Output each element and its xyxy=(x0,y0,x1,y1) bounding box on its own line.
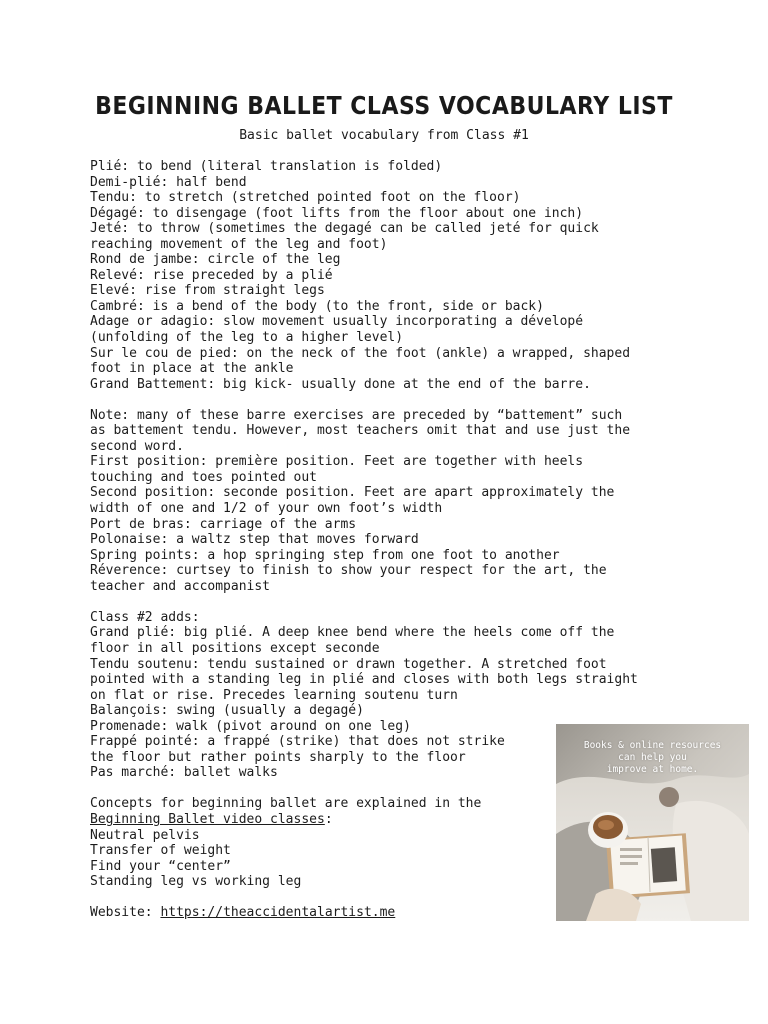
vocab-line: Balançois: swing (usually a degagé) xyxy=(90,703,364,719)
vocab-line: Adage or adagio: slow movement usually incorporating a dévelopé xyxy=(90,314,584,330)
website-link[interactable]: https://theaccidentalartist.me xyxy=(160,905,396,921)
vocab-line: reaching movement of the leg and foot) xyxy=(90,236,388,252)
section-heading: Class #2 adds: xyxy=(90,609,200,625)
coffee-cup-shape xyxy=(588,812,628,848)
vocab-line: Cambré: is a bend of the body (to the front, side or back) xyxy=(90,298,544,314)
vocab-line: Pas marché: ballet walks xyxy=(90,765,278,781)
concept-item: Transfer of weight xyxy=(90,843,231,859)
vocab-line: Rond de jambe: circle of the leg xyxy=(90,252,341,268)
vocab-line: Promenade: walk (pivot around on one leg) xyxy=(90,718,411,734)
vocab-line: second word. xyxy=(90,438,184,454)
concepts-intro: Concepts for beginning ballet are explained in the xyxy=(90,796,482,812)
vocab-line: Relevé: rise preceded by a plié xyxy=(90,267,333,283)
concept-item: Standing leg vs working leg xyxy=(90,874,302,890)
vocab-line: Dégagé: to disengage (foot lifts from the floor about one inch) xyxy=(90,205,584,221)
link-suffix: : xyxy=(324,811,333,827)
vocab-line: teacher and accompanist xyxy=(90,578,271,594)
vocab-line: as battement tendu. However, most teachers omit that and use just the xyxy=(90,423,631,439)
concept-item: Find your “center” xyxy=(90,858,231,874)
vocab-line: Spring points: a hop springing step from one foot to another xyxy=(90,547,560,563)
photo-caption-line: improve at home. xyxy=(606,764,699,775)
vocab-line: Tendu: to stretch (stretched pointed foot on the floor) xyxy=(90,190,521,206)
page-subtitle: Basic ballet vocabulary from Class #1 xyxy=(239,128,529,143)
photo-caption-line: can help you xyxy=(618,752,687,763)
vocab-line: Plié: to bend (literal translation is folded) xyxy=(90,159,443,174)
vocab-line: the floor but rather points sharply to the floor xyxy=(90,749,466,765)
vocab-line: Elevé: rise from straight legs xyxy=(90,283,325,299)
paragraph-gap xyxy=(90,594,690,610)
vocab-line: touching and toes pointed out xyxy=(90,469,317,485)
vocab-line: on flat or rise. Precedes learning soutenu turn xyxy=(90,687,458,703)
vocab-line: Frappé pointé: a frappé (strike) that does not strike xyxy=(90,734,505,750)
photo-caption xyxy=(556,740,749,776)
website-label: Website: xyxy=(90,905,161,921)
paragraph-gap xyxy=(90,392,690,408)
section-positions xyxy=(90,408,690,595)
vocab-line: width of one and 1/2 of your own foot’s width xyxy=(90,501,443,517)
photo-caption-line: Books & online resources xyxy=(583,740,722,751)
vocab-line: Sur le cou de pied: on the neck of the foot (ankle) a wrapped, shaped xyxy=(90,345,631,361)
section-class-1 xyxy=(90,159,690,392)
vocab-line: Note: many of these barre exercises are preceded by “battement” such xyxy=(90,407,623,423)
vocab-line: Réverence: curtsey to finish to show your respect for the art, the xyxy=(90,563,607,579)
vocab-line: Jeté: to throw (sometimes the degagé can be called jeté for quick xyxy=(90,221,599,237)
vocab-line: Port de bras: carriage of the arms xyxy=(90,516,357,532)
vocab-line: Polonaise: a waltz step that moves forward xyxy=(90,532,419,548)
vocab-line: First position: première position. Feet are together with heels xyxy=(90,454,584,470)
vocab-line: foot in place at the ankle xyxy=(90,361,294,377)
vocab-line: (unfolding of the leg to a higher level) xyxy=(90,330,404,346)
video-classes-link[interactable]: Beginning Ballet video classes xyxy=(90,811,325,827)
vocab-line: Demi-plié: half bend xyxy=(90,174,247,190)
promo-photo xyxy=(556,724,749,921)
vocab-line: Second position: seconde position. Feet are apart approximately the xyxy=(90,485,615,501)
vocab-line: floor in all positions except seconde xyxy=(90,640,380,656)
vocab-line: Grand plié: big plié. A deep knee bend where the heels come off the xyxy=(90,625,615,641)
vocab-line: pointed with a standing leg in plié and closes with both legs straight xyxy=(90,672,638,688)
vocab-line: Tendu soutenu: tendu sustained or drawn together. A stretched foot xyxy=(90,656,607,672)
photo-circle-shape xyxy=(659,787,679,807)
vocab-line: Grand Battement: big kick- usually done at the end of the barre. xyxy=(90,376,591,392)
page-title: BEGINNING BALLET CLASS VOCABULARY LIST xyxy=(95,92,673,121)
concept-item: Neutral pelvis xyxy=(90,827,200,843)
